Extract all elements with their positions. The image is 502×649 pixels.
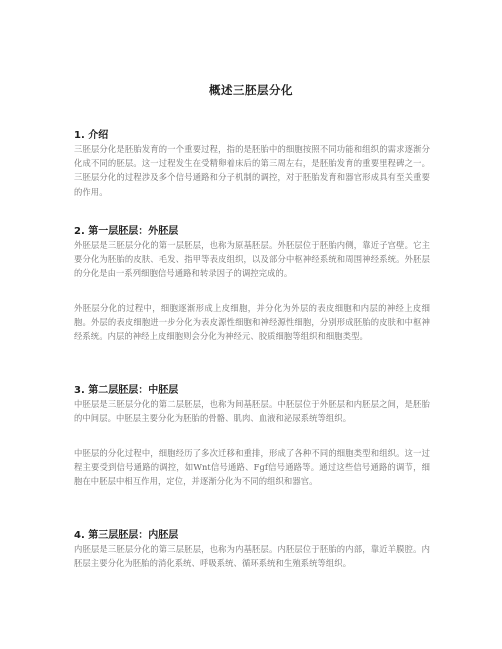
section-4-paragraph-1: 内胚层是三胚层分化的第三层胚层，也称为内基胚层。内胚层位于胚胎的内部，靠近羊膜腔。内胚层主要分化为胚胎的消化系统、呼吸系统、循环系统和生殖系统等组织。	[74, 544, 430, 569]
section-3-paragraph-2: 中胚层的分化过程中，细胞经历了多次迁移和重排，形成了各种不同的细胞类型和组织。这一过程主要受到信号通路的调控，如Wnt信号通路、Fgf信号通路等。通过这些信号通路的调节，细胞在中胚层中相互作用，定位，并逐渐分化为不同的组织和器官。	[74, 448, 430, 487]
section-3-paragraph-1: 中胚层是三胚层分化的第二层胚层，也称为间基胚层。中胚层位于外胚层和内胚层之间，是胚胎的中间层。中胚层主要分化为胚胎的骨骼、肌肉、血液和泌尿系统等组织。	[74, 399, 430, 424]
section-3-heading: 3. 第二层胚层：中胚层	[74, 385, 179, 396]
section-2-paragraph-2: 外胚层分化的过程中，细胞逐渐形成上皮细胞，并分化为外层的表皮细胞和内层的神经上皮细胞。外层的表皮细胞进一步分化为表皮源性细胞和神经源性细胞，分别形成胚胎的皮肤和中枢神经系统。内层的神经上皮细胞则会分化为神经元、胶质细胞等组织和细胞类型。	[74, 303, 430, 342]
section-1-paragraph-1: 三胚层分化是胚胎发育的一个重要过程，指的是胚胎中的细胞按照不同功能和组织的需求逐渐分化成不同的胚层。这一过程发生在受精卵着床后的第三周左右，是胚胎发育的重要里程碑之一。三胚层分化的过程涉及多个信号通路和分子机制的调控，对于胚胎发育和器官形成具有至关重要的作用。	[74, 144, 430, 197]
document-title: 概述三胚层分化	[209, 83, 293, 97]
section-2-paragraph-1: 外胚层是三胚层分化的第一层胚层，也称为原基胚层。外胚层位于胚胎内侧，靠近子宫壁。它主要分化为胚胎的皮肤、毛发、指甲等表皮组织，以及部分中枢神经系统和周围神经系统。外胚层的分化是由一系列细胞信号通路和转录因子的调控完成的。	[74, 240, 430, 279]
section-1-heading: 1. 介绍	[74, 130, 109, 141]
section-4-heading: 4. 第三层胚层：内胚层	[74, 530, 179, 541]
section-2-heading: 2. 第一层胚层：外胚层	[74, 226, 179, 237]
